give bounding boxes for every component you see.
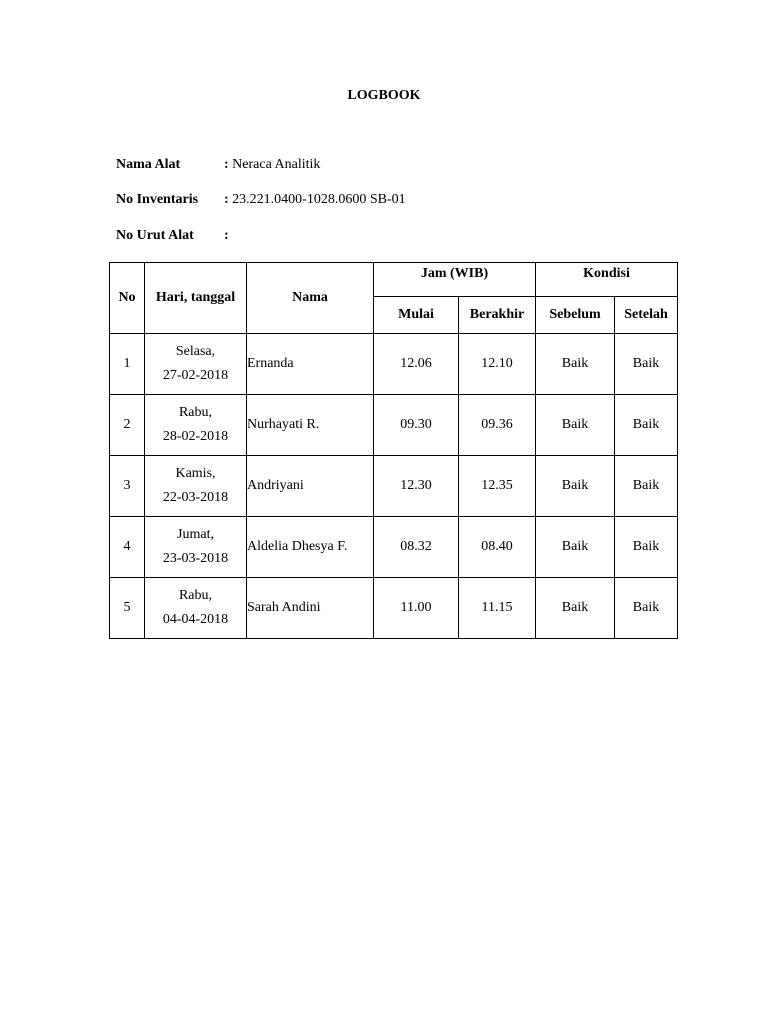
cell-day: Kamis, [175, 466, 216, 481]
header-setelah: Setelah [615, 297, 678, 334]
cell-name: Aldelia Dhesya F. [247, 517, 374, 578]
cell-no: 4 [110, 517, 145, 578]
cell-date [145, 517, 247, 578]
cell-name: Andriyani [247, 456, 374, 517]
header-sebelum: Sebelum [536, 297, 615, 334]
table-row [110, 395, 678, 456]
cell-setelah: Baik [615, 578, 678, 639]
cell-sebelum: Baik [536, 517, 615, 578]
field-nama-alat [116, 157, 320, 173]
field-colon: : [224, 192, 233, 207]
field-no-inventaris [116, 192, 406, 208]
document-title: LOGBOOK [347, 88, 421, 103]
cell-berakhir: 12.10 [459, 334, 536, 395]
header-name: Nama [247, 263, 374, 334]
table-row [110, 578, 678, 639]
field-no-urut-alat [116, 228, 229, 244]
cell-name: Ernanda [247, 334, 374, 395]
header-row-top [110, 263, 678, 297]
field-label: No Urut Alat [116, 228, 194, 243]
cell-setelah: Baik [615, 517, 678, 578]
cell-sebelum: Baik [536, 578, 615, 639]
cell-date [145, 334, 247, 395]
field-label: No Inventaris [116, 192, 199, 207]
cell-date-value: 04-04-2018 [162, 612, 229, 627]
cell-date [145, 395, 247, 456]
cell-date-value: 23-03-2018 [162, 551, 229, 566]
cell-sebelum: Baik [536, 334, 615, 395]
header-berakhir: Berakhir [459, 297, 536, 334]
cell-berakhir: 09.36 [459, 395, 536, 456]
header-no: No [110, 263, 145, 334]
cell-day: Rabu, [178, 588, 213, 603]
cell-mulai: 09.30 [374, 395, 459, 456]
cell-setelah: Baik [615, 334, 678, 395]
field-label: Nama Alat [116, 157, 181, 172]
cell-setelah: Baik [615, 456, 678, 517]
field-value: 23.221.0400-1028.0600 SB-01 [232, 192, 406, 207]
cell-date [145, 578, 247, 639]
table-row [110, 334, 678, 395]
cell-day: Rabu, [178, 405, 213, 420]
header-jam: Jam (WIB) [374, 263, 536, 297]
cell-mulai: 12.30 [374, 456, 459, 517]
header-date: Hari, tanggal [145, 263, 247, 334]
cell-name: Nurhayati R. [247, 395, 374, 456]
cell-day: Selasa, [175, 344, 216, 359]
cell-no: 5 [110, 578, 145, 639]
logbook-table [109, 262, 678, 639]
cell-mulai: 11.00 [374, 578, 459, 639]
cell-day: Jumat, [177, 527, 214, 542]
header-kondisi: Kondisi [536, 263, 678, 297]
cell-date-value: 28-02-2018 [162, 429, 229, 444]
table-row [110, 517, 678, 578]
cell-name: Sarah Andini [247, 578, 374, 639]
table-row [110, 456, 678, 517]
cell-berakhir: 11.15 [459, 578, 536, 639]
cell-mulai: 12.06 [374, 334, 459, 395]
cell-berakhir: 12.35 [459, 456, 536, 517]
cell-no: 3 [110, 456, 145, 517]
cell-no: 2 [110, 395, 145, 456]
cell-no: 1 [110, 334, 145, 395]
cell-berakhir: 08.40 [459, 517, 536, 578]
header-mulai: Mulai [374, 297, 459, 334]
field-value: Neraca Analitik [232, 157, 321, 172]
cell-date [145, 456, 247, 517]
field-colon: : [224, 228, 229, 243]
cell-date-value: 27-02-2018 [162, 368, 229, 383]
cell-mulai: 08.32 [374, 517, 459, 578]
cell-sebelum: Baik [536, 456, 615, 517]
cell-sebelum: Baik [536, 395, 615, 456]
cell-date-value: 22-03-2018 [162, 490, 229, 505]
field-colon: : [224, 157, 233, 172]
cell-setelah: Baik [615, 395, 678, 456]
